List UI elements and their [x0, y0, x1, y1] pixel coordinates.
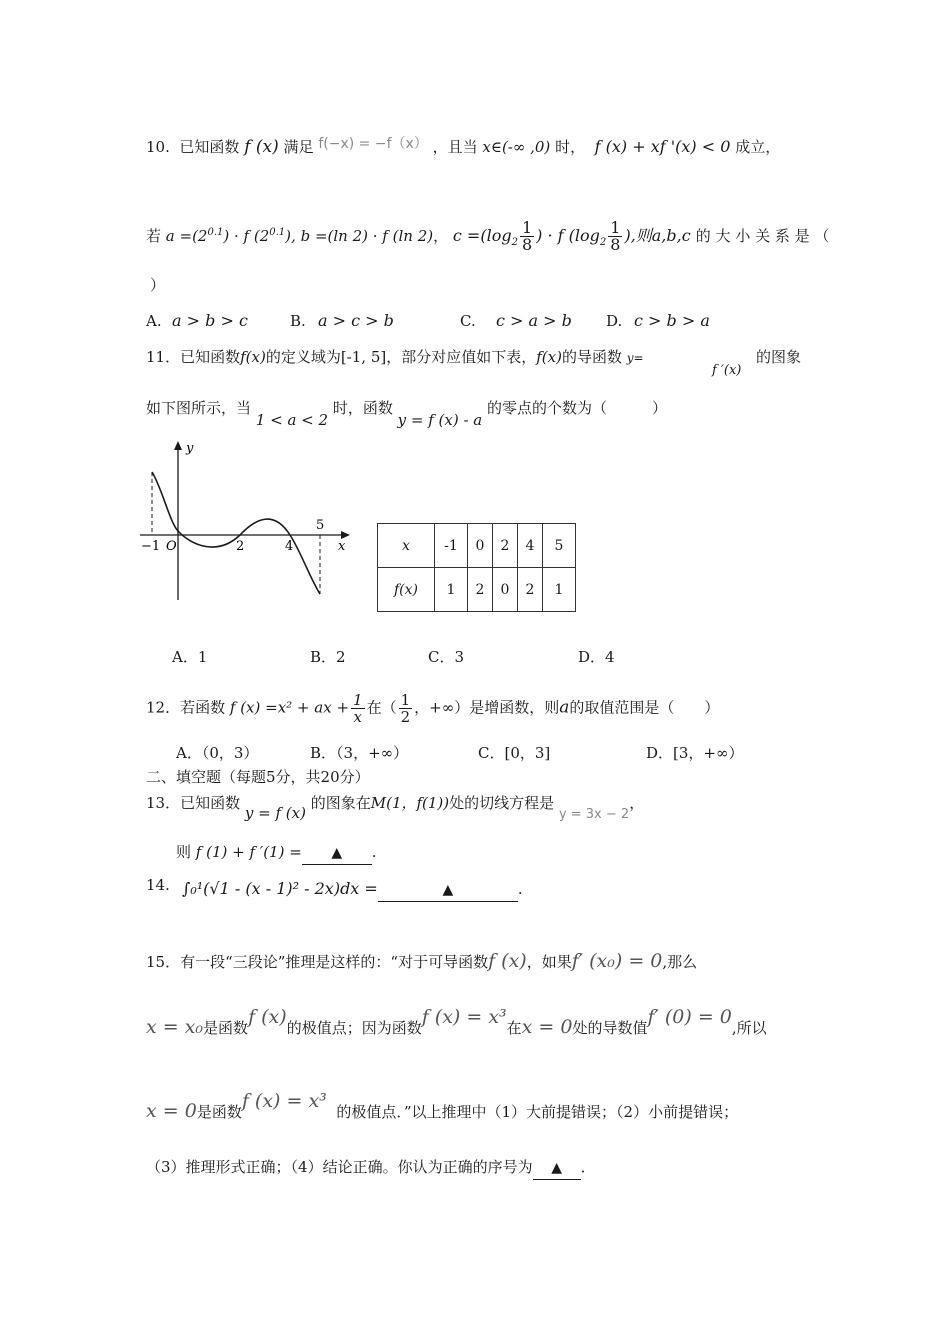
section-fill-in-title: 二、填空题（每题5分，共20分） — [146, 768, 370, 786]
x-axis-label: x — [338, 539, 346, 554]
q10-number: 10. — [146, 138, 170, 156]
q14-answer-blank[interactable] — [378, 878, 518, 902]
q15-answer-blank[interactable] — [533, 1156, 581, 1180]
q15-line2: x = x₀是函数f (x)的极值点；因为函数f (x) = x³在x = 0处的导数值f′ (0) = 0,所以 — [146, 1006, 767, 1038]
table-row — [378, 568, 576, 612]
q11-fprime: f ′(x) — [712, 363, 742, 378]
y-axis-arrow — [174, 441, 182, 450]
table-cell: 0 — [493, 568, 518, 612]
q14-line: ∫₀¹(√1 - (x - 1)² - 2x)dx = ▲ . — [182, 878, 523, 902]
table-cell: -1 — [435, 524, 468, 568]
tick-5: 5 — [316, 518, 325, 533]
table-cell: 5 — [543, 524, 576, 568]
q10-close-paren: ） — [150, 276, 166, 294]
table-cell: 1 — [435, 568, 468, 612]
q14-number: 14. — [146, 876, 170, 894]
table-cell: 0 — [468, 524, 493, 568]
q15-line3: x = 0是函数f (x) = x³ 的极值点．”以上推理中（1）大前提错误；（2）小前提错误； — [146, 1090, 739, 1122]
table-row — [378, 524, 576, 568]
q10-a-definition: $a =(2^{0.1}) \cdot f$ $(2^{0.1})$, — [165, 227, 296, 245]
table-cell: 2 — [468, 568, 493, 612]
y-axis-label: y — [186, 441, 194, 456]
q10-line1: 10. 已知函数 f (x) 满足 f(−x) = −f（x） ，且当 x∈(-∞ ,0) 时， f (x) + xf '(x) < 0 成立， — [146, 136, 781, 157]
q13-answer-blank[interactable] — [302, 841, 372, 865]
triangle-marker-icon: ▲ — [331, 845, 343, 861]
table-cell: 4 — [518, 524, 543, 568]
table-cell: 2 — [518, 568, 543, 612]
tick-4: 4 — [285, 539, 294, 554]
q11-line1-end: 的图象 — [756, 348, 802, 366]
q10-line2: 若 $a =(2^{0.1}) \cdot f$ $(2^{0.1})$, b =(ln 2) · f (ln 2)， $c =(\log_2$ $\frac{1}{8}$ ) · f ($\log_2$ $\frac{1}{8}$ ),则a,b,c 的 大 小 关 系 是 （ — [146, 218, 830, 254]
q10-c-definition: $c =(\log_2$ $\frac{1}{8}$ ) · f ($\log_2$ $\frac{1}{8}$ ),则a,b,c — [452, 218, 696, 254]
q11-line2: 如下图所示，当 1 < a < 2 时，函数 y = f (x) - a 的零点的个数为（ ） — [146, 399, 668, 429]
derivative-graph — [138, 438, 358, 603]
q15-line4: （3）推理形式正确；（4）结论正确。你认为正确的序号为 ▲ ． — [146, 1156, 596, 1180]
q14-integral: ∫₀¹(√1 - (x - 1)² - 2x)dx = — [182, 879, 378, 898]
origin-label: O — [166, 539, 177, 554]
tick-2: 2 — [236, 539, 245, 554]
table-cell: x — [378, 524, 435, 568]
triangle-marker-icon: ▲ — [551, 1160, 562, 1176]
table-cell: 1 — [543, 568, 576, 612]
q10-b-definition: b =(ln 2) · f (ln 2) — [300, 227, 434, 245]
derivative-curve — [152, 472, 320, 594]
q11-line1: 11．已知函数f(x)的定义域为[-1, 5]，部分对应值如下表，f(x)的导函数 y= — [146, 348, 644, 366]
q13-line1: 13．已知函数 y = f (x) 的图象在M(1，f(1))处的切线方程是 y = 3x − 2， — [146, 794, 645, 822]
q15-line1: 15．有一段“三段论”推理是这样的：“对于可导函数f (x)，如果f′ (x₀) = 0,那么 — [146, 950, 698, 972]
q12-line: 12．若函数 f (x) =x² + ax + $\frac{1}{x}$ 在（ $\frac{1}{2}$ ，+∞）是增函数，则a的取值范围是（ ） — [146, 691, 720, 726]
value-table — [377, 523, 576, 612]
tick-minus1: −1 — [141, 539, 161, 554]
triangle-marker-icon: ▲ — [442, 882, 454, 898]
q13-line2: 则 f (1) + f ′(1) = ▲ . — [176, 841, 377, 865]
table-cell: f(x) — [378, 568, 435, 612]
table-cell: 2 — [493, 524, 518, 568]
x-axis-arrow — [341, 531, 350, 539]
